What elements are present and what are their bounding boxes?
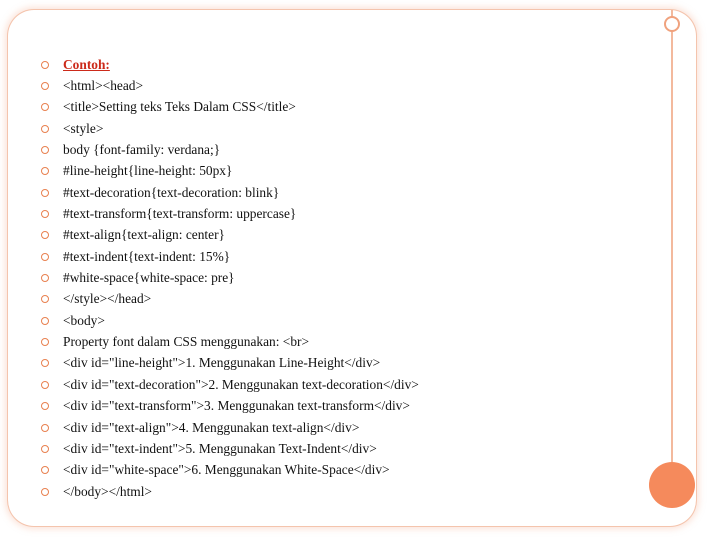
bullet-icon [41,381,49,389]
example-heading: Contoh: [63,56,110,72]
bullet-icon [41,274,49,282]
code-line [41,54,419,75]
code-line-text: Property font dalam CSS menggunakan: <br> [63,334,310,350]
code-line-text: <title>Setting teks Teks Dalam CSS</title> [63,99,296,115]
code-line [41,417,419,438]
code-line [41,246,419,267]
code-line-text: #white-space{white-space: pre} [63,270,235,286]
bullet-icon [41,210,49,218]
code-line [41,97,419,118]
code-line-text: <div id="white-space">6. Menggunakan White-Space</div> [63,462,390,478]
code-line [41,353,419,374]
bullet-icon [41,402,49,410]
code-line [41,75,419,96]
bullet-icon [41,466,49,474]
code-line [41,331,419,352]
code-line [41,396,419,417]
code-line-text: </style></head> [63,291,152,307]
accent-circle [649,462,695,508]
bullet-icon [41,338,49,346]
bullet-icon [41,82,49,90]
code-listing [41,54,419,502]
code-line [41,374,419,395]
code-line-text: #text-transform{text-transform: uppercase} [63,206,297,222]
bullet-icon [41,231,49,239]
code-line-text: </body></html> [63,483,152,499]
code-line [41,310,419,331]
code-line-text: #text-align{text-align: center} [63,227,225,243]
code-line [41,118,419,139]
code-line-text: <div id="text-transform">3. Menggunakan text-transform</div> [63,398,410,414]
code-line [41,438,419,459]
bullet-icon [41,317,49,325]
bullet-icon [41,103,49,111]
code-line [41,289,419,310]
bullet-icon [41,359,49,367]
bullet-icon [41,445,49,453]
code-line [41,203,419,224]
code-line-text: #text-indent{text-indent: 15%} [63,248,231,264]
code-line-text: <div id="text-decoration">2. Menggunakan text-decoration</div> [63,376,419,392]
ring-dot-icon [664,16,680,32]
bullet-icon [41,295,49,303]
bullet-icon [41,253,49,261]
code-line-text: <div id="text-align">4. Menggunakan text-align</div> [63,419,360,435]
frame-rail [671,10,673,462]
bullet-icon [41,424,49,432]
code-line [41,182,419,203]
code-line [41,481,419,502]
code-line-text: body {font-family: verdana;} [63,142,221,158]
code-line [41,460,419,481]
bullet-icon [41,61,49,69]
code-line-text: <html><head> [63,78,144,94]
bullet-icon [41,488,49,496]
code-line-text: <div id="text-indent">5. Menggunakan Text-Indent</div> [63,440,377,456]
bullet-icon [41,167,49,175]
code-line [41,161,419,182]
code-line-text: <body> [63,312,105,328]
code-line [41,267,419,288]
code-line-text: #line-height{line-height: 50px} [63,163,233,179]
code-line-text: <div id="line-height">1. Menggunakan Line-Height</div> [63,355,381,371]
code-line [41,139,419,160]
code-line-text: <style> [63,120,104,136]
bullet-icon [41,125,49,133]
code-line-text: #text-decoration{text-decoration: blink} [63,184,280,200]
bullet-icon [41,146,49,154]
code-line [41,225,419,246]
bullet-icon [41,189,49,197]
